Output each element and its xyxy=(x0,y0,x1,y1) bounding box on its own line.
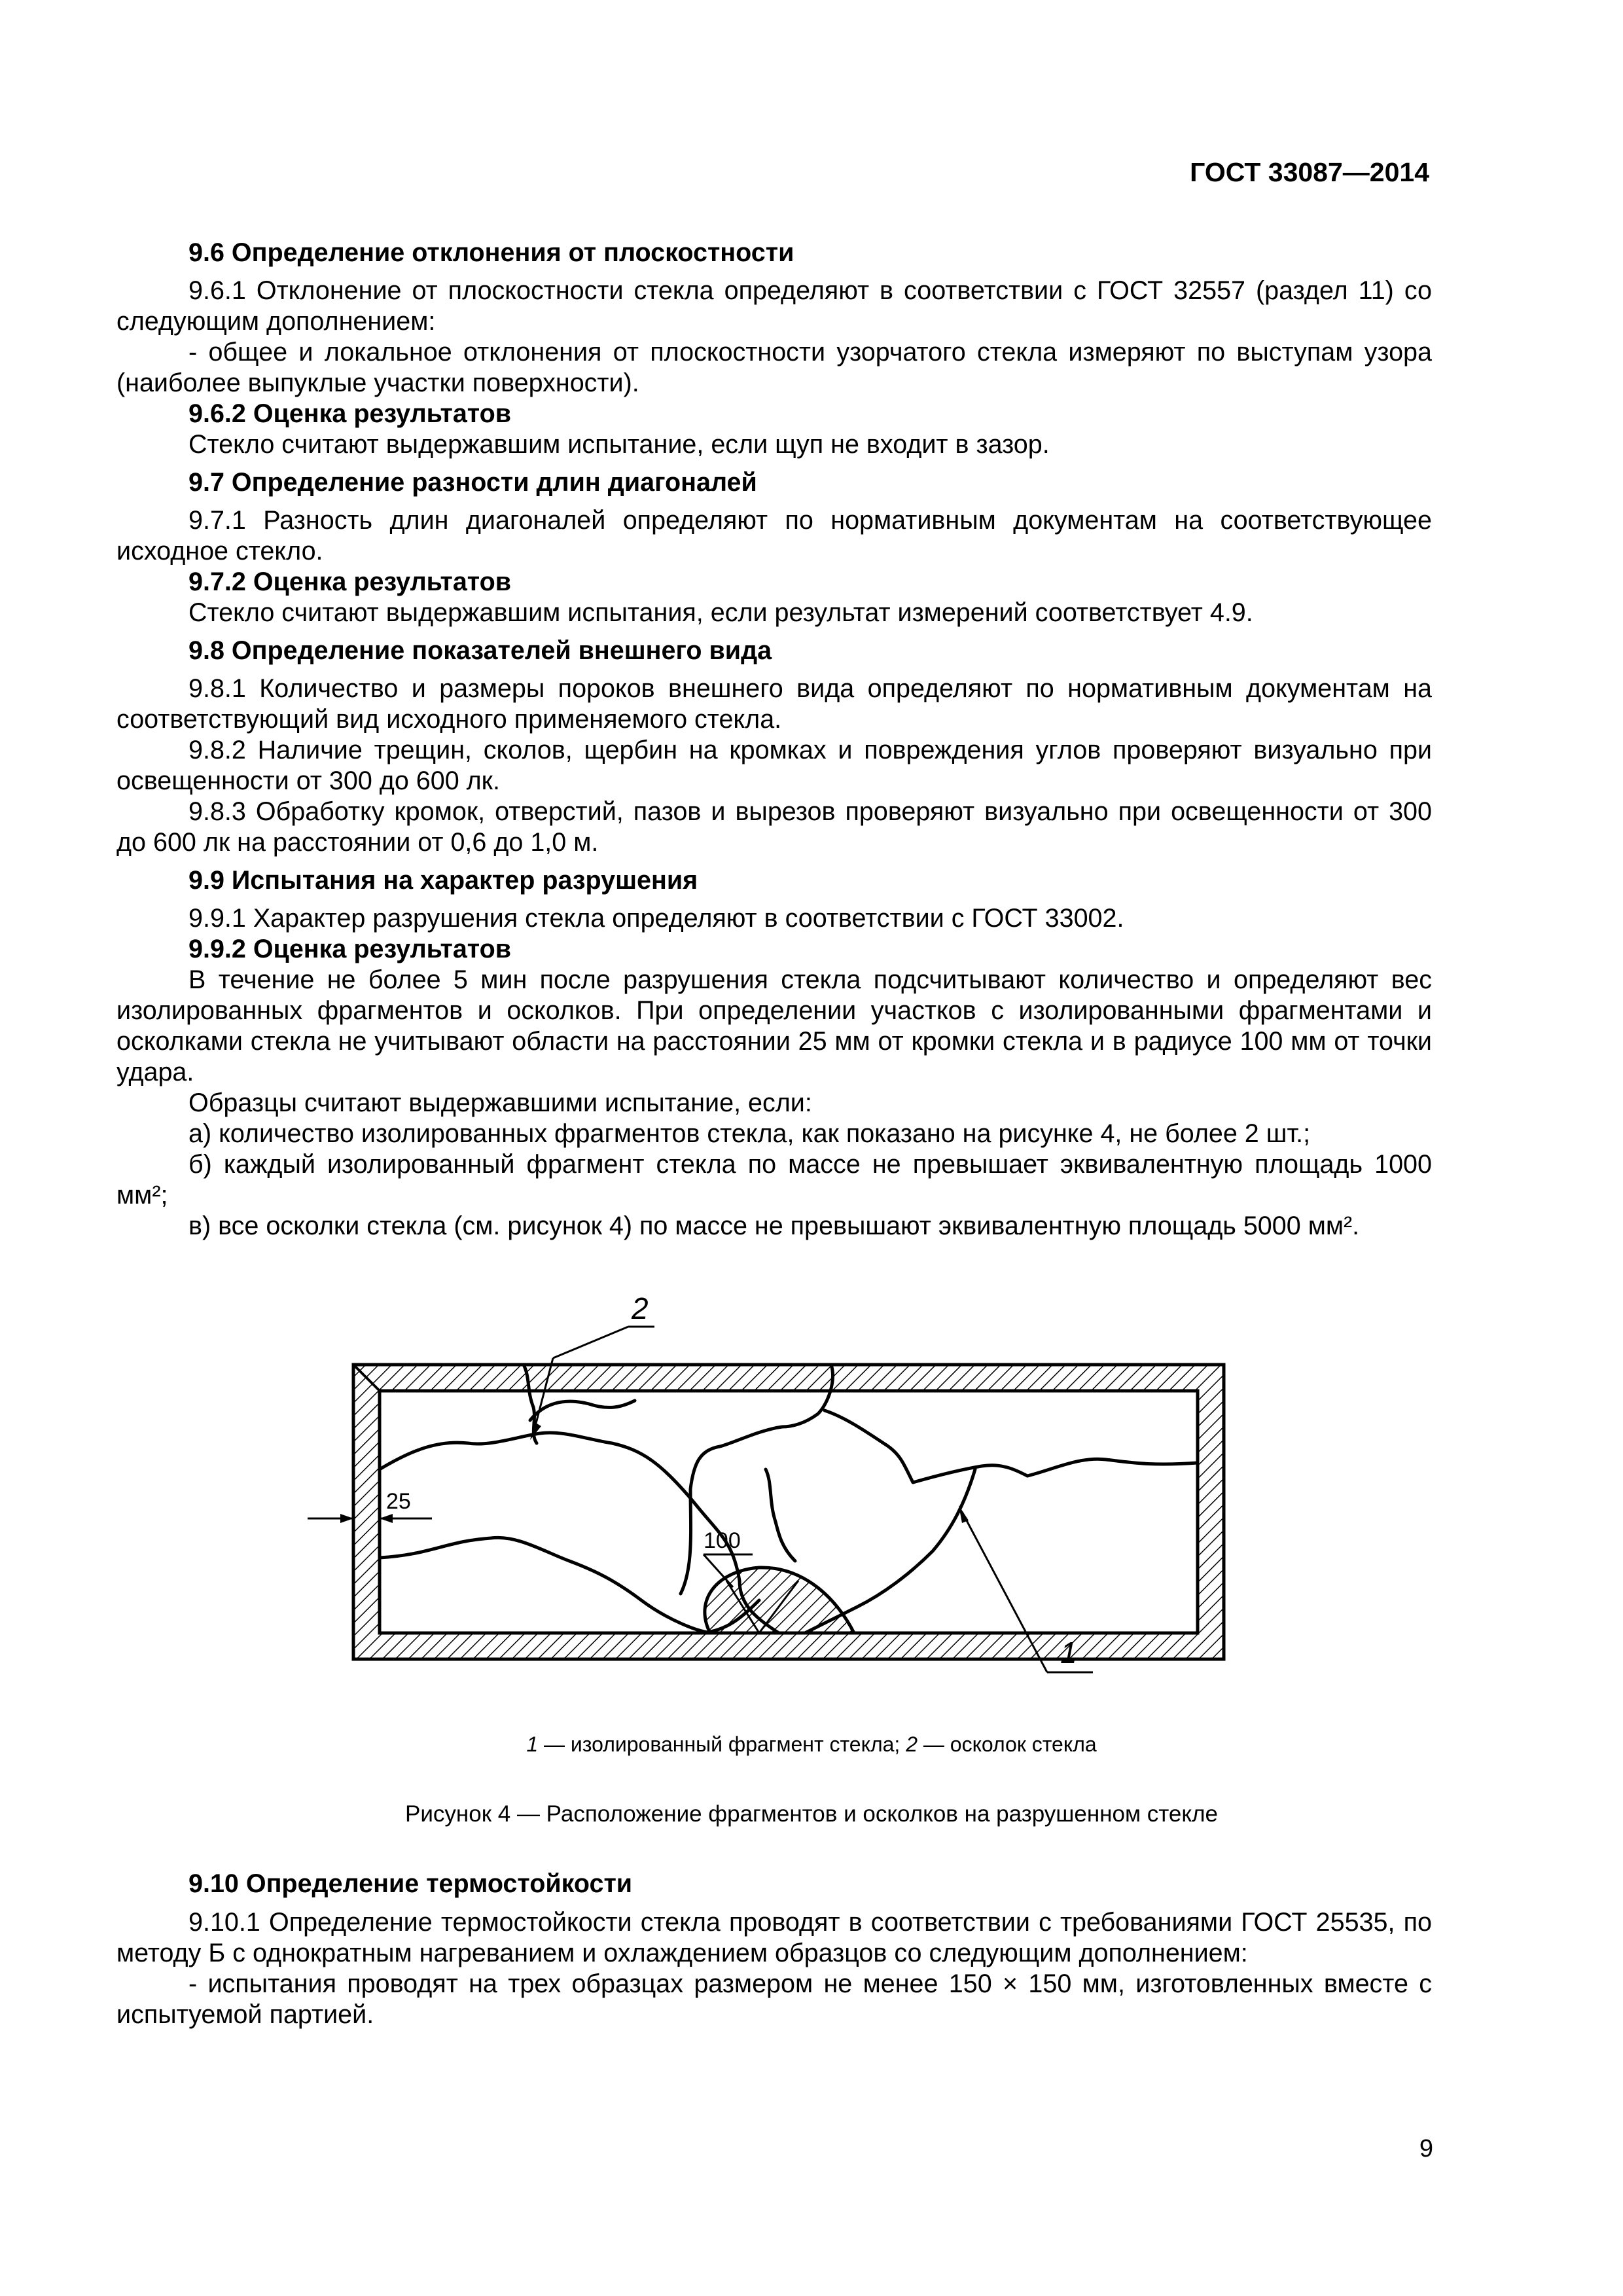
leader-arrow-1 xyxy=(959,1505,969,1523)
list-item-v: в) все осколки стекла (см. рисунок 4) по массе не превышают эквивалентную площадь 5000 мм². xyxy=(188,1211,1360,1240)
paragraph: Стекло считают выдержавшим испытание, если щуп не входит в зазор. xyxy=(188,430,1050,459)
figure-caption: Рисунок 4 — Расположение фрагментов и осколков на разрушенном стекле xyxy=(405,1801,1218,1827)
list-item-b: б) каждый изолированный фрагмент стекла по массе не превышает эквивалентную площадь 1000 мм²; xyxy=(116,1150,1432,1210)
dim-25-label: 25 xyxy=(386,1489,411,1514)
heading-9-6-2: 9.6.2 Оценка результатов xyxy=(188,399,512,428)
figure-4-drawing xyxy=(308,1293,1250,1705)
crack-line xyxy=(825,1410,1027,1482)
heading-9-9-2: 9.9.2 Оценка результатов xyxy=(188,935,512,963)
legend-text-2: — осколок стекла xyxy=(917,1732,1097,1756)
heading-9-6: 9.6 Определение отклонения от плоскостности xyxy=(188,238,794,267)
paragraph: 9.10.1 Определение термостойкости стекла проводят в соответствии с требованиями ГОСТ 25535, по методу Б с однократным нагреванием и охлаждением образцов со следующим дополнением: xyxy=(116,1908,1432,1967)
document-code: ГОСТ 33087—2014 xyxy=(1190,157,1429,187)
paragraph: 9.9.1 Характер разрушения стекла определяют в соответствии с ГОСТ 33002. xyxy=(188,904,1124,933)
heading-9-10: 9.10 Определение термостойкости xyxy=(188,1869,633,1898)
figure-legend xyxy=(0,1732,1623,1757)
crack-line xyxy=(1027,1459,1198,1476)
main-text xyxy=(116,230,1432,1242)
label-2: 2 xyxy=(632,1293,649,1325)
heading-9-7: 9.7 Определение разности длин диагоналей xyxy=(188,468,757,497)
heading-9-9: 9.9 Испытания на характер разрушения xyxy=(188,866,698,895)
legend-num-1: 1 xyxy=(526,1732,539,1756)
impact-zone xyxy=(705,1568,854,1633)
crack-line xyxy=(681,1365,832,1594)
heading-9-7-2: 9.7.2 Оценка результатов xyxy=(188,567,512,596)
list-item-a: а) количество изолированных фрагментов стекла, как показано на рисунке 4, не более 2 шт.; xyxy=(188,1119,1311,1148)
leader-line-2 xyxy=(553,1327,628,1358)
page-number: 9 xyxy=(1419,2135,1433,2162)
paragraph: 9.7.1 Разность длин диагоналей определяют по нормативным документам на соответствующее исходное стекло. xyxy=(116,506,1432,565)
paragraph: 9.6.1 Отклонение от плоскостности стекла определяют в соответствии с ГОСТ 32557 (раздел 11) со следующим дополнением: xyxy=(116,276,1432,336)
paragraph: 9.8.1 Количество и размеры пороков внешнего вида определяют по нормативным документам на соответствующий вид исходного применяемого стекла. xyxy=(116,674,1432,734)
paragraph: Стекло считают выдержавшим испытания, если результат измерений соответствует 4.9. xyxy=(188,598,1253,627)
paragraph: В течение не более 5 мин после разрушения стекла подсчитывают количество и определяют вес изолированных фрагментов и осколков. При определении участков с изолированными фрагментами и осколками стекла не учитывают области на расстоянии 25 мм от кромки стекла и в радиусе 100 мм от точки удара. xyxy=(116,965,1432,1086)
crack-line xyxy=(530,1401,635,1420)
paragraph: 9.8.3 Обработку кромок, отверстий, пазов и вырезов проверяют визуально при освещенности от 300 до 600 лк на расстоянии от 0,6 до 1,0 м. xyxy=(116,797,1432,857)
label-1: 1 xyxy=(1060,1636,1077,1670)
legend-text-1: — изолированный фрагмент стекла; xyxy=(538,1732,906,1756)
paragraph: 9.8.2 Наличие трещин, сколов, щербин на кромках и повреждения углов проверяют визуально при освещенности от 300 до 600 лк. xyxy=(116,736,1432,795)
dim-arrow xyxy=(380,1514,393,1523)
dim-arrow xyxy=(340,1514,353,1523)
dim-100-label: 100 xyxy=(704,1528,741,1553)
heading-9-8: 9.8 Определение показателей внешнего вида xyxy=(188,636,772,665)
legend-num-2: 2 xyxy=(906,1732,918,1756)
paragraph: - испытания проводят на трех образцах размером не менее 150 × 150 мм, изготовленных вместе с испытуемой партией. xyxy=(116,1969,1432,2029)
paragraph: - общее и локальное отклонения от плоскостности узорчатого стекла измеряют по выступам узора (наиболее выпуклые участки поверхности). xyxy=(116,338,1432,397)
crack-line xyxy=(766,1469,795,1561)
crack-line xyxy=(380,1537,713,1633)
paragraph: Образцы считают выдержавшими испытание, если: xyxy=(188,1088,812,1117)
main-text-continued xyxy=(116,1869,1432,2030)
